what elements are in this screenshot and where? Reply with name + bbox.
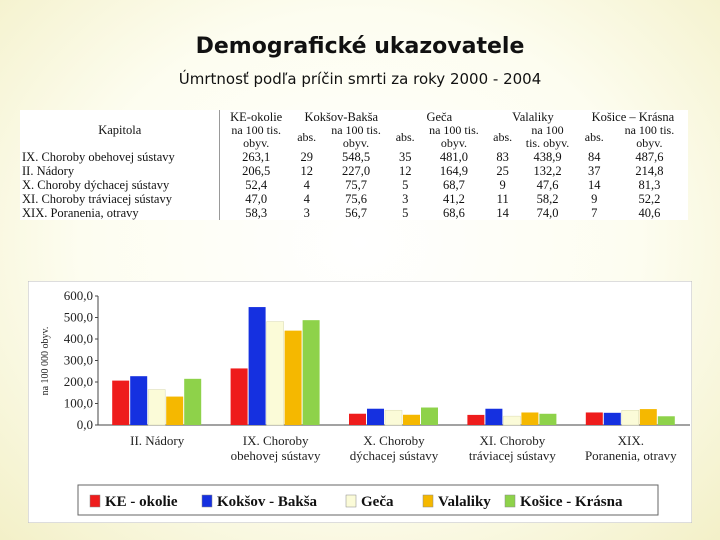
- table-cell: 7: [591, 206, 598, 220]
- bar: [539, 414, 556, 425]
- subheader-rate-unit: obyv.: [636, 136, 663, 150]
- table-row: [20, 150, 688, 164]
- page-subtitle: Úmrtnosť podľa príčin smrti za roky 2000 - 2004: [178, 70, 542, 88]
- table-cell: 35: [398, 150, 412, 164]
- table-cell: 25: [496, 164, 509, 178]
- bar: [622, 410, 639, 425]
- table-cell: 14: [496, 206, 509, 220]
- x-category-label: obehovej sústavy: [230, 448, 321, 463]
- bar: [403, 415, 420, 425]
- bar: [267, 322, 284, 425]
- y-tick-label: 600,0: [63, 288, 93, 303]
- table-cell: 40,6: [638, 206, 661, 220]
- bar: [467, 415, 484, 425]
- y-tick-label: 100,0: [63, 395, 93, 411]
- y-tick-label: 0,0: [76, 417, 93, 432]
- table-row: [20, 164, 688, 178]
- bar: [521, 412, 538, 425]
- page-title: Demografické ukazovatele: [195, 34, 525, 59]
- legend-label: Geča: [361, 494, 394, 510]
- subheader-rate: na 100 tis.: [429, 123, 479, 137]
- bar: [658, 416, 675, 425]
- table-cell: 9: [591, 192, 598, 206]
- legend-swatch: [202, 495, 212, 507]
- legend-label: Košice - Krásna: [520, 494, 623, 510]
- table-cell: 12: [300, 164, 313, 178]
- y-tick-label: 300,0: [63, 352, 93, 368]
- legend-label: Valaliky: [438, 494, 491, 510]
- table-cell: 74,0: [536, 206, 559, 220]
- x-category-label: II. Nádory: [130, 433, 185, 448]
- legend-swatch: [505, 495, 515, 507]
- table-cell: 47,0: [245, 192, 268, 206]
- table-cell: 52,4: [245, 178, 268, 192]
- header-group-kosice-krasna: Košice – Krásna: [591, 110, 675, 124]
- y-tick-label: 500,0: [63, 309, 93, 325]
- legend-label: Kokšov - Bakša: [217, 494, 318, 510]
- legend-swatch: [90, 495, 100, 507]
- bar: [166, 397, 183, 425]
- subheader-abs: abs.: [493, 129, 513, 144]
- table-cell: 41,2: [443, 192, 465, 206]
- legend-swatch: [346, 495, 356, 507]
- header-group-ke-okolie: KE-okolie: [230, 110, 283, 124]
- table-cell: 68,6: [443, 206, 465, 220]
- x-category-label: dýchacej sústavy: [349, 448, 439, 463]
- table-cell: 75,6: [345, 192, 367, 206]
- table-cell: 9: [499, 178, 506, 192]
- bar: [130, 376, 147, 425]
- table-row: [20, 192, 688, 206]
- table-cell: 438,9: [533, 150, 562, 164]
- table-cell: 37: [588, 164, 601, 178]
- bar: [485, 409, 502, 425]
- x-category-label: IX. Choroby: [242, 433, 309, 448]
- table-cell: 58,2: [536, 192, 559, 206]
- x-category-label: XIX.: [617, 433, 644, 448]
- table-body: [20, 150, 688, 220]
- subheader-abs: abs.: [297, 129, 317, 144]
- row-label: X. Choroby dýchacej sústavy: [20, 178, 220, 192]
- table-cell: 81,3: [638, 178, 661, 192]
- table-row: [20, 178, 688, 192]
- bar: [586, 412, 603, 425]
- table-row: [20, 206, 688, 220]
- table-cell: 52,2: [638, 192, 661, 206]
- bar: [640, 409, 657, 425]
- table-cell: 14: [588, 178, 601, 192]
- table-cell: 263,1: [242, 150, 271, 164]
- bar: [503, 416, 520, 425]
- table-cell: 481,0: [439, 150, 468, 164]
- subheader-rate-unit: tis. obyv.: [525, 136, 570, 150]
- table-header-row-groups: [20, 110, 688, 124]
- table-cell: 83: [496, 150, 509, 164]
- legend-label: KE - okolie: [105, 494, 178, 510]
- table-cell: 132,2: [533, 164, 562, 178]
- x-category-label: X. Choroby: [363, 433, 425, 448]
- y-tick-label: 400,0: [63, 331, 93, 346]
- subheader-rate: na 100 tis.: [231, 123, 282, 137]
- table-cell: 56,7: [345, 206, 367, 220]
- bar: [421, 408, 438, 425]
- subheader-rate-unit: obyv.: [342, 136, 370, 150]
- table-cell: 11: [496, 192, 509, 206]
- table-cell: 84: [588, 150, 601, 164]
- subheader-rate-unit: obyv.: [440, 136, 468, 150]
- bar: [604, 413, 621, 425]
- table-cell: 3: [402, 192, 409, 206]
- subheader-abs: abs.: [395, 129, 415, 144]
- bar: [249, 307, 266, 425]
- table-cell: 47,6: [536, 178, 559, 192]
- header-kapitola: Kapitola: [20, 110, 220, 150]
- table-cell: 12: [398, 164, 412, 178]
- x-category-label: Poranenia, otravy: [584, 448, 677, 463]
- subheader-rate: na 100 tis.: [624, 123, 675, 137]
- bar: [184, 379, 201, 425]
- subheader-rate-unit: obyv.: [243, 136, 270, 150]
- table-cell: 227,0: [341, 164, 371, 178]
- subheader-rate: na 100 tis.: [331, 123, 381, 137]
- table-cell: 164,9: [439, 164, 468, 178]
- table-cell: 206,5: [242, 164, 271, 178]
- row-label: XIX. Poranenia, otravy: [20, 206, 220, 220]
- table-cell: 487,6: [635, 150, 664, 164]
- table-cell: 58,3: [245, 206, 268, 220]
- legend-swatch: [423, 495, 433, 507]
- bar: [385, 410, 402, 425]
- bar: [231, 368, 248, 425]
- row-label: XI. Choroby tráviacej sústavy: [20, 192, 220, 206]
- bar: [112, 381, 129, 425]
- row-label: II. Nádory: [20, 164, 220, 178]
- x-category-label: tráviacej sústavy: [468, 448, 556, 463]
- y-tick-label: 200,0: [63, 374, 93, 389]
- header-group-koksov-baksa: Kokšov-Bakša: [304, 110, 379, 124]
- header-group-valaliky: Valaliky: [512, 110, 554, 124]
- table-cell: 29: [300, 150, 313, 164]
- bar: [285, 331, 302, 425]
- subheader-rate: na 100: [531, 123, 564, 137]
- table-cell: 548,5: [341, 150, 371, 164]
- bar: [303, 320, 320, 425]
- x-category-label: XI. Choroby: [479, 433, 546, 448]
- subheader-abs: abs.: [584, 129, 604, 144]
- bar: [148, 390, 165, 425]
- table-cell: 4: [303, 192, 310, 206]
- bar-chart: [28, 281, 692, 523]
- table-cell: 214,8: [635, 164, 664, 178]
- bar: [367, 409, 384, 425]
- bar: [349, 414, 366, 425]
- table-cell: 75,7: [345, 178, 367, 192]
- row-label: IX. Choroby obehovej sústavy: [20, 150, 220, 164]
- header-group-geca: Geča: [426, 110, 453, 124]
- data-table: [20, 110, 688, 220]
- table-cell: 4: [303, 178, 310, 192]
- table-cell: 68,7: [443, 178, 465, 192]
- table-cell: 3: [303, 206, 310, 220]
- table-cell: 5: [402, 178, 409, 192]
- table-cell: 5: [402, 206, 409, 220]
- y-axis-label: na 100 000 obyv.: [40, 326, 51, 396]
- chart-legend: [78, 485, 658, 515]
